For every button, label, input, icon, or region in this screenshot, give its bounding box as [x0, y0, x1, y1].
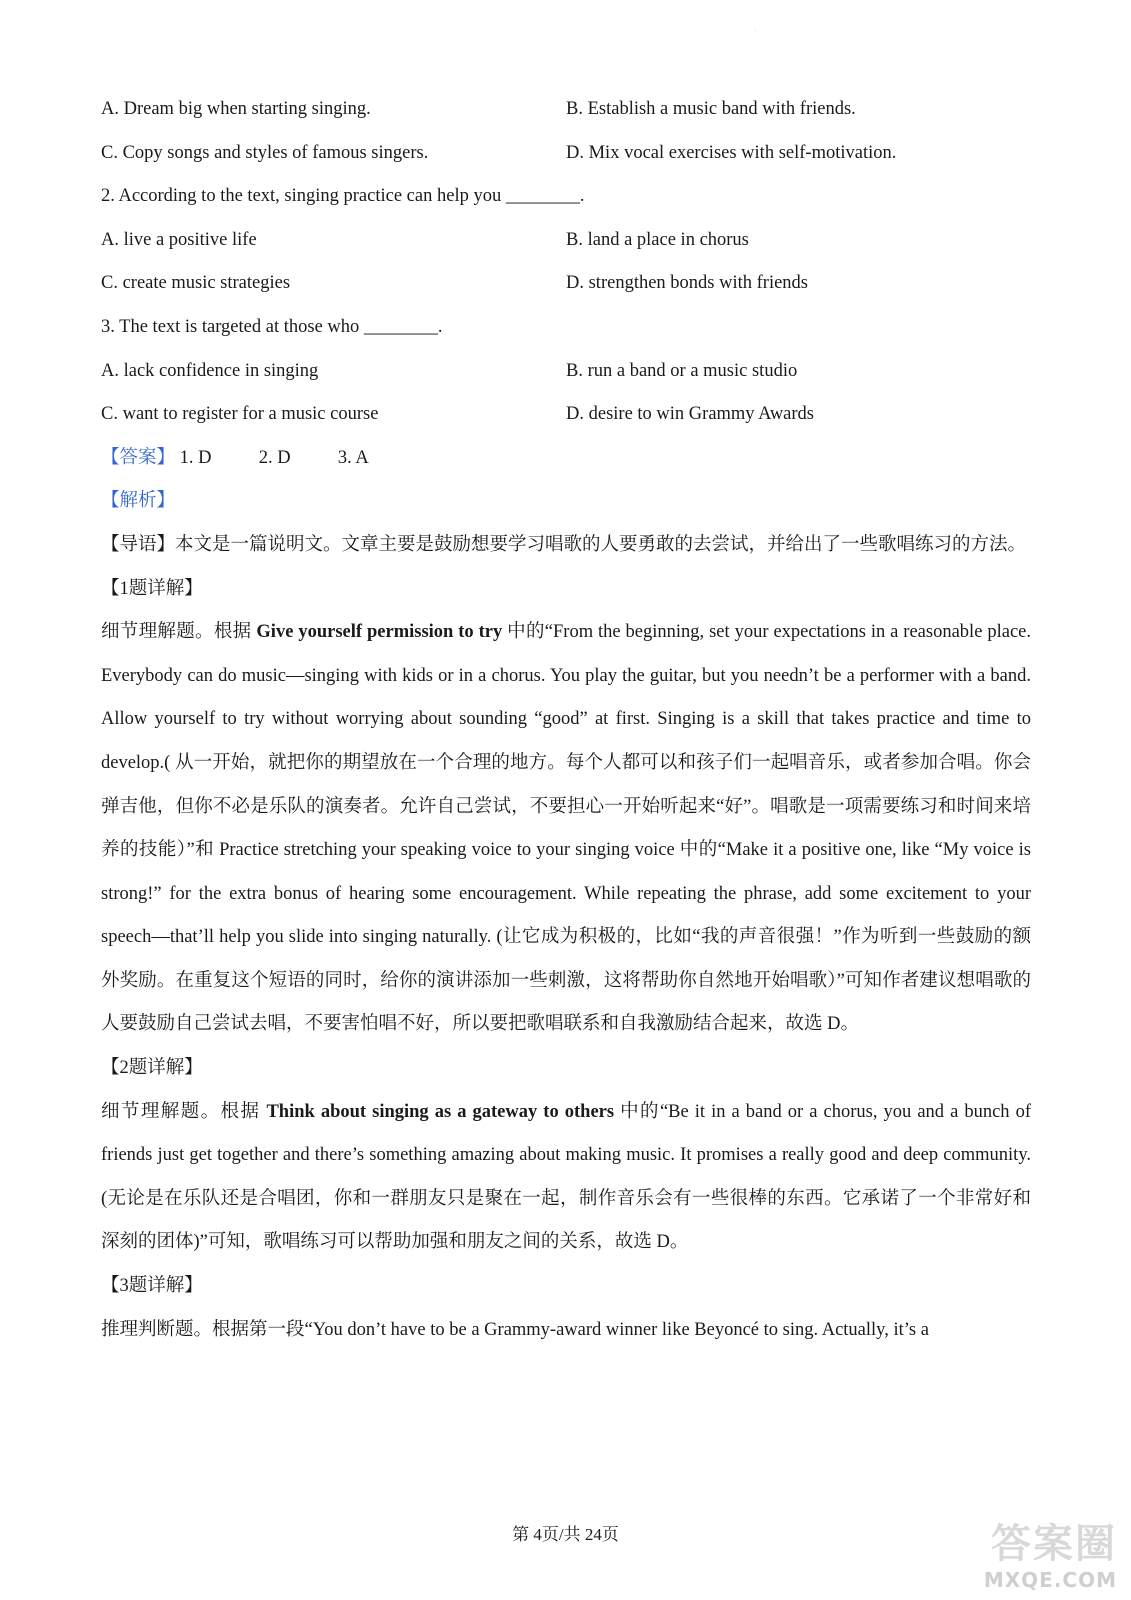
detail-1-heading: 【1题详解】	[101, 578, 203, 599]
q3-option-b: B. run a band or a music studio	[566, 360, 798, 381]
detail-1-body: 中的“From the beginning, set your expectations in a reasonable place. Everybody can do music—singing with kids or in a chorus. You play the guitar, but you needn’t be a performer with a band. Allow yourself to try without worrying about sounding “good” at first. Singing is a skill that takes practice and time to develop.( 从一开始，就把你的期望放在一个合理的地方。每个人都可以和孩子们一起唱音乐，或者参加合唱。你会弹吉他，但你不必是乐队的演奏者。允许自己尝试，不要担心一开始听起来“好”。唱歌是一项需要练习和时间来培养的技能）”和 Practice stretching your speaking voice to your singing voice 中的“Make it a positive one, like “My voice is strong!” for the extra bonus of hearing some encouragement. While repeating the phrase, add some excitement to your speech—that’ll help you slide into singing naturally. (让它成为积极的，比如“我的声音很强！”作为听到一些鼓励的额外奖励。在重复这个短语的同时，给你的演讲添加一些刺激，这将帮助你自然地开始唱歌）”可知作者建议想唱歌的人要鼓励自己尝试去唱，不要害怕唱不好，所以要把歌唱联系和自我激励结合起来，故选 D。	[101, 622, 1031, 1035]
q1-option-d: D. Mix vocal exercises with self-motivation.	[566, 142, 897, 163]
watermark-top-text: 答案圈	[991, 1521, 1117, 1567]
q2-option-b: B. land a place in chorus	[566, 229, 749, 250]
q1-options-row-2	[101, 132, 1031, 176]
q2-options-row-2	[101, 262, 1031, 306]
page-content	[101, 88, 1031, 1352]
detail-3-paragraph: 推理判断题。根据第一段“You don’t have to be a Grammy-award winner like Beyoncé to sing. Actually, it’s a	[101, 1319, 929, 1340]
answer-line	[101, 437, 1031, 481]
q2-option-d: D. strengthen bonds with friends	[566, 273, 809, 294]
answer-2: 2. D	[258, 447, 291, 468]
answer-label: 【答案】	[101, 447, 176, 468]
scan-mark: ·	[754, 28, 756, 34]
q2-stem: 2. According to the text, singing practice can help you ________.	[101, 186, 585, 207]
q1-option-b: B. Establish a music band with friends.	[566, 99, 856, 119]
detail-2-body: 中的“Be it in a band or a chorus, you and a bunch of friends just get together and there’s something amazing about making music. It promises a really good and deep community. (无论是在乐队还是合唱团，你和一群朋友只是聚在一起，制作音乐会有一些很棒的东西。它承诺了一个非常好和深刻的团体)”可知，歌唱练习可以帮助加强和朋友之间的关系，故选 D。	[101, 1101, 1031, 1253]
q1-options-row-1	[101, 88, 1031, 132]
q2-option-a: A. live a positive life	[101, 229, 257, 250]
q1-option-c: C. Copy songs and styles of famous singers.	[101, 142, 429, 163]
q2-option-c: C. create music strategies	[101, 273, 291, 294]
answer-3: 3. A	[337, 447, 369, 468]
detail-1-section-title: Give yourself permission to try	[256, 622, 503, 643]
guide-paragraph: 【导语】本文是一篇说明文。文章主要是鼓励想要学习唱歌的人要勇敢的去尝试，并给出了一些歌唱练习的方法。	[101, 534, 1027, 555]
detail-2-paragraph	[101, 1091, 1031, 1265]
q3-option-a: A. lack confidence in singing	[101, 360, 319, 381]
detail-3-heading: 【3题详解】	[101, 1276, 203, 1297]
detail-2-section-title: Think about singing as a gateway to others	[266, 1101, 615, 1122]
q1-option-a: A. Dream big when starting singing.	[101, 99, 371, 119]
q3-options-row-1	[101, 350, 1031, 394]
q3-options-row-2	[101, 393, 1031, 437]
watermark-logo	[957, 1512, 1117, 1592]
q3-option-d: D. desire to win Grammy Awards	[566, 404, 815, 425]
detail-2-heading: 【2题详解】	[101, 1058, 203, 1079]
q2-options-row-1	[101, 219, 1031, 263]
detail-2-prefix: 细节理解题。根据	[101, 1101, 261, 1122]
answer-1: 1. D	[179, 447, 212, 468]
analysis-label: 【解析】	[101, 491, 176, 512]
detail-1-paragraph	[101, 611, 1031, 1047]
page-footer: 第 4页/共 24页	[512, 1525, 619, 1544]
q3-stem: 3. The text is targeted at those who ________.	[101, 316, 443, 337]
detail-1-prefix: 细节理解题。根据	[101, 622, 252, 643]
watermark-bottom-text: MXQE.COM	[983, 1568, 1117, 1592]
q3-option-c: C. want to register for a music course	[101, 404, 379, 425]
